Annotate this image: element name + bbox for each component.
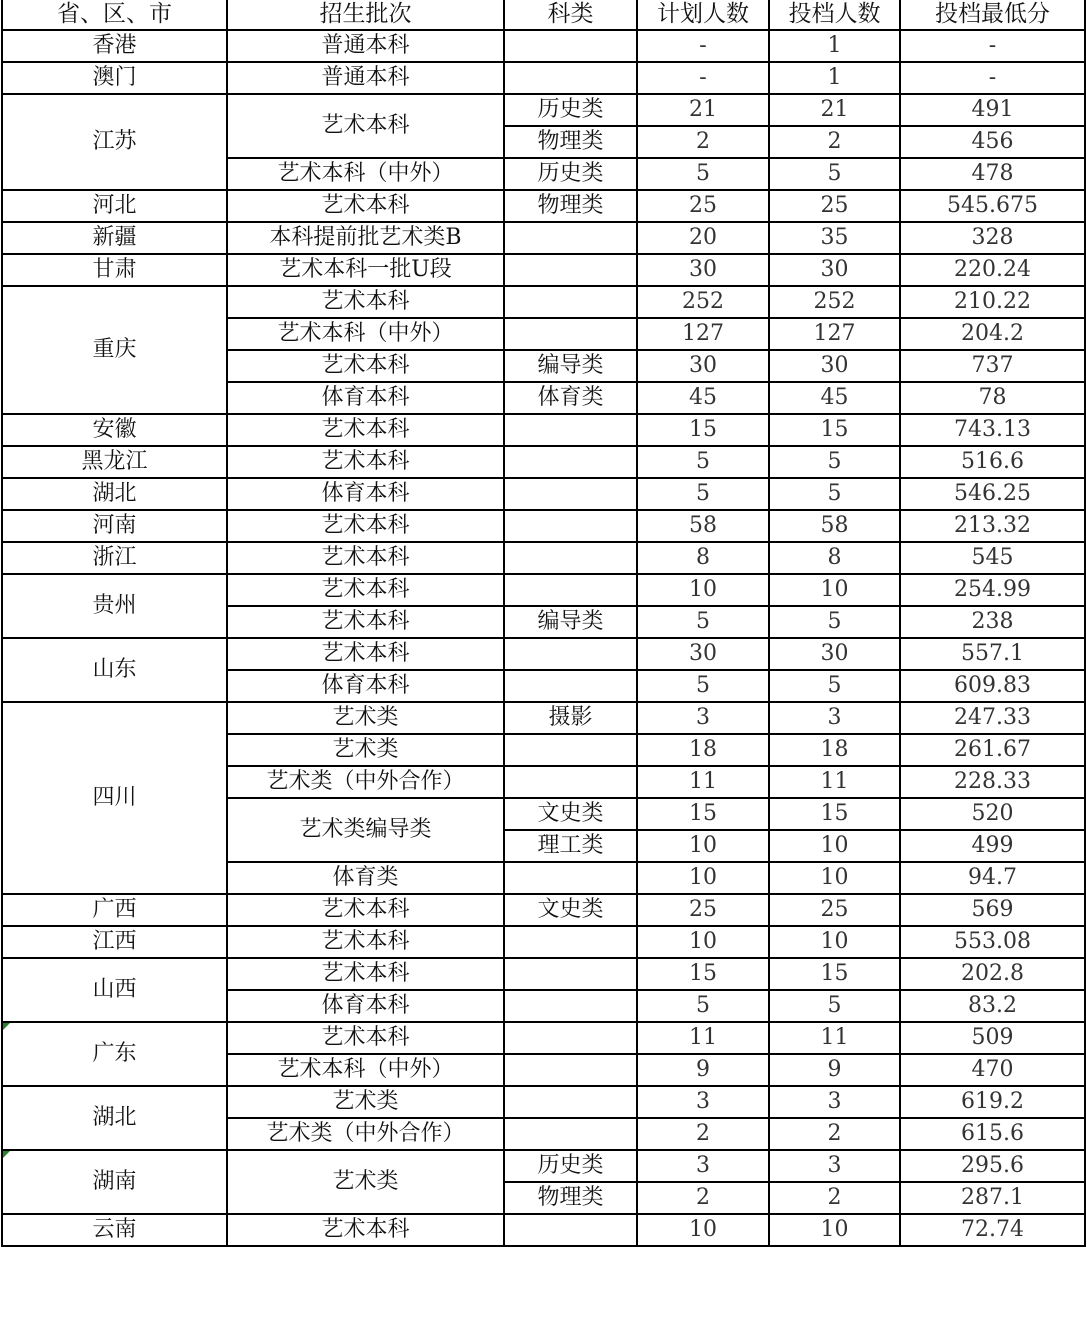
error-indicator-icon	[3, 1151, 10, 1158]
cell-min-score[interactable]: 228.33	[900, 766, 1085, 798]
cell-plan-count[interactable]: 10	[637, 862, 769, 894]
cell-min-score[interactable]: 478	[900, 158, 1085, 190]
cell-category[interactable]: 摄影	[504, 702, 637, 734]
cell-min-score[interactable]: 609.83	[900, 670, 1085, 702]
cell-province[interactable]: 山东	[2, 638, 227, 702]
cell-province[interactable]: 广东	[2, 1022, 227, 1086]
cell-min-score[interactable]: 509	[900, 1022, 1085, 1054]
cell-batch[interactable]: 艺术本科	[227, 446, 504, 478]
cell-admitted-count[interactable]: 10	[769, 862, 900, 894]
cell-plan-count[interactable]: 11	[637, 766, 769, 798]
cell-plan-count[interactable]: 5	[637, 990, 769, 1022]
cell-plan-count[interactable]: 5	[637, 446, 769, 478]
cell-category[interactable]	[504, 1214, 637, 1246]
cell-min-score[interactable]: 499	[900, 830, 1085, 862]
table-row	[2, 1150, 1085, 1182]
table-row	[2, 510, 1085, 542]
cell-batch[interactable]: 艺术本科	[227, 286, 504, 318]
cell-batch[interactable]: 艺术类编导类	[227, 798, 504, 862]
cell-batch[interactable]: 本科提前批艺术类B	[227, 222, 504, 254]
cell-admitted-count[interactable]: 25	[769, 894, 900, 926]
cell-category[interactable]	[504, 734, 637, 766]
cell-batch[interactable]: 艺术类（中外合作）	[227, 766, 504, 798]
header-admitted-count: 投档人数	[769, 0, 900, 30]
cell-batch[interactable]: 艺术本科	[227, 958, 504, 990]
cell-admitted-count[interactable]: 9	[769, 1054, 900, 1086]
cell-min-score[interactable]: 557.1	[900, 638, 1085, 670]
cell-batch[interactable]: 艺术本科一批U段	[227, 254, 504, 286]
cell-plan-count[interactable]: 10	[637, 574, 769, 606]
cell-admitted-count[interactable]: 10	[769, 926, 900, 958]
table-row	[2, 254, 1085, 286]
cell-admitted-count[interactable]: 2	[769, 126, 900, 158]
cell-admitted-count[interactable]: 11	[769, 1022, 900, 1054]
cell-category[interactable]	[504, 478, 637, 510]
cell-province[interactable]: 湖北	[2, 478, 227, 510]
cell-plan-count[interactable]: 45	[637, 382, 769, 414]
cell-category[interactable]: 文史类	[504, 798, 637, 830]
cell-plan-count[interactable]: 2	[637, 1182, 769, 1214]
cell-admitted-count[interactable]: 30	[769, 638, 900, 670]
cell-category[interactable]	[504, 766, 637, 798]
cell-admitted-count[interactable]: 25	[769, 190, 900, 222]
cell-admitted-count[interactable]: 30	[769, 350, 900, 382]
cell-category[interactable]	[504, 638, 637, 670]
table-row	[2, 478, 1085, 510]
cell-province[interactable]: 香港	[2, 30, 227, 62]
cell-min-score[interactable]: 295.6	[900, 1150, 1085, 1182]
cell-min-score[interactable]: 94.7	[900, 862, 1085, 894]
cell-province[interactable]: 贵州	[2, 574, 227, 638]
cell-batch[interactable]: 体育本科	[227, 382, 504, 414]
cell-plan-count[interactable]: 30	[637, 350, 769, 382]
table-row	[2, 702, 1085, 734]
cell-category[interactable]	[504, 958, 637, 990]
cell-category[interactable]	[504, 510, 637, 542]
cell-batch[interactable]: 艺术本科	[227, 926, 504, 958]
table-row	[2, 958, 1085, 990]
cell-admitted-count[interactable]: 10	[769, 1214, 900, 1246]
table-row	[2, 638, 1085, 670]
header-province: 省、区、市	[2, 0, 227, 30]
cell-min-score[interactable]: 516.6	[900, 446, 1085, 478]
cell-batch[interactable]: 普通本科	[227, 62, 504, 94]
table-row	[2, 62, 1085, 94]
cell-plan-count[interactable]: -	[637, 62, 769, 94]
cell-admitted-count[interactable]: 5	[769, 990, 900, 1022]
cell-batch[interactable]: 艺术本科	[227, 350, 504, 382]
cell-batch[interactable]: 艺术本科	[227, 1022, 504, 1054]
cell-min-score[interactable]: 737	[900, 350, 1085, 382]
header-min-score: 投档最低分	[900, 0, 1085, 30]
header-plan-count: 计划人数	[637, 0, 769, 30]
header-category: 科类	[504, 0, 637, 30]
cell-min-score[interactable]: 569	[900, 894, 1085, 926]
cell-admitted-count[interactable]: 252	[769, 286, 900, 318]
error-indicator-icon	[3, 1023, 10, 1030]
cell-province[interactable]: 甘肃	[2, 254, 227, 286]
cell-category[interactable]	[504, 926, 637, 958]
cell-province[interactable]: 云南	[2, 1214, 227, 1246]
cell-batch[interactable]: 艺术本科	[227, 1214, 504, 1246]
cell-min-score[interactable]: 553.08	[900, 926, 1085, 958]
cell-plan-count[interactable]: 15	[637, 958, 769, 990]
cell-plan-count[interactable]: 30	[637, 638, 769, 670]
cell-admitted-count[interactable]: 15	[769, 414, 900, 446]
cell-batch[interactable]: 艺术本科	[227, 894, 504, 926]
cell-batch[interactable]: 体育类	[227, 862, 504, 894]
table-row	[2, 1086, 1085, 1118]
cell-batch[interactable]: 艺术本科（中外）	[227, 158, 504, 190]
cell-min-score[interactable]: 545.675	[900, 190, 1085, 222]
cell-category[interactable]	[504, 318, 637, 350]
cell-admitted-count[interactable]: 3	[769, 1086, 900, 1118]
cell-min-score[interactable]: 491	[900, 94, 1085, 126]
table-body	[2, 30, 1085, 1246]
cell-min-score[interactable]: 254.99	[900, 574, 1085, 606]
cell-min-score[interactable]: -	[900, 30, 1085, 62]
cell-category[interactable]	[504, 1086, 637, 1118]
cell-min-score[interactable]: 83.2	[900, 990, 1085, 1022]
cell-category[interactable]: 物理类	[504, 126, 637, 158]
cell-admitted-count[interactable]: 5	[769, 158, 900, 190]
table-row	[2, 94, 1085, 126]
table-row	[2, 222, 1085, 254]
cell-category[interactable]	[504, 670, 637, 702]
cell-plan-count[interactable]: 15	[637, 798, 769, 830]
cell-province[interactable]: 安徽	[2, 414, 227, 446]
cell-batch[interactable]: 艺术类	[227, 1150, 504, 1214]
cell-plan-count[interactable]: 5	[637, 478, 769, 510]
cell-admitted-count[interactable]: 3	[769, 702, 900, 734]
cell-min-score[interactable]: 546.25	[900, 478, 1085, 510]
cell-category[interactable]	[504, 1054, 637, 1086]
cell-min-score[interactable]: 213.32	[900, 510, 1085, 542]
cell-province[interactable]: 江西	[2, 926, 227, 958]
cell-batch[interactable]: 艺术本科	[227, 414, 504, 446]
cell-category[interactable]: 体育类	[504, 382, 637, 414]
cell-batch[interactable]: 艺术本科	[227, 94, 504, 158]
cell-min-score[interactable]: 619.2	[900, 1086, 1085, 1118]
cell-plan-count[interactable]: 2	[637, 126, 769, 158]
cell-category[interactable]	[504, 62, 637, 94]
cell-admitted-count[interactable]: 15	[769, 958, 900, 990]
cell-admitted-count[interactable]: 2	[769, 1182, 900, 1214]
cell-plan-count[interactable]: 30	[637, 254, 769, 286]
cell-batch[interactable]: 艺术本科	[227, 606, 504, 638]
cell-category[interactable]	[504, 1022, 637, 1054]
cell-admitted-count[interactable]: 5	[769, 446, 900, 478]
cell-batch[interactable]: 艺术本科	[227, 574, 504, 606]
table-row	[2, 190, 1085, 222]
cell-min-score[interactable]: 520	[900, 798, 1085, 830]
cell-plan-count[interactable]: 2	[637, 1118, 769, 1150]
cell-admitted-count[interactable]: 58	[769, 510, 900, 542]
cell-min-score[interactable]: 78	[900, 382, 1085, 414]
cell-admitted-count[interactable]: 5	[769, 606, 900, 638]
cell-category[interactable]: 历史类	[504, 94, 637, 126]
cell-plan-count[interactable]: 15	[637, 414, 769, 446]
cell-province[interactable]: 浙江	[2, 542, 227, 574]
cell-admitted-count[interactable]: 15	[769, 798, 900, 830]
cell-plan-count[interactable]: 11	[637, 1022, 769, 1054]
cell-min-score[interactable]: 220.24	[900, 254, 1085, 286]
cell-batch[interactable]: 普通本科	[227, 30, 504, 62]
cell-category[interactable]	[504, 254, 637, 286]
cell-province[interactable]: 河北	[2, 190, 227, 222]
cell-plan-count[interactable]: 10	[637, 1214, 769, 1246]
table-row	[2, 894, 1085, 926]
cell-plan-count[interactable]: 5	[637, 670, 769, 702]
cell-category[interactable]: 物理类	[504, 190, 637, 222]
table-row	[2, 414, 1085, 446]
cell-min-score[interactable]: 247.33	[900, 702, 1085, 734]
cell-category[interactable]: 编导类	[504, 606, 637, 638]
cell-min-score[interactable]: 287.1	[900, 1182, 1085, 1214]
table-row	[2, 1214, 1085, 1246]
cell-admitted-count[interactable]: 1	[769, 30, 900, 62]
cell-min-score[interactable]: 204.2	[900, 318, 1085, 350]
cell-plan-count[interactable]: -	[637, 30, 769, 62]
cell-category[interactable]	[504, 446, 637, 478]
cell-plan-count[interactable]: 3	[637, 1086, 769, 1118]
cell-admitted-count[interactable]: 1	[769, 62, 900, 94]
cell-min-score[interactable]: 202.8	[900, 958, 1085, 990]
cell-batch[interactable]: 艺术本科	[227, 638, 504, 670]
cell-batch[interactable]: 体育本科	[227, 990, 504, 1022]
cell-province[interactable]: 四川	[2, 702, 227, 894]
cell-category[interactable]	[504, 1118, 637, 1150]
cell-plan-count[interactable]: 5	[637, 606, 769, 638]
cell-min-score[interactable]: 470	[900, 1054, 1085, 1086]
cell-batch[interactable]: 体育本科	[227, 670, 504, 702]
admission-table	[1, 0, 1086, 1247]
cell-batch[interactable]: 艺术类	[227, 702, 504, 734]
cell-plan-count[interactable]: 127	[637, 318, 769, 350]
cell-admitted-count[interactable]: 35	[769, 222, 900, 254]
cell-batch[interactable]: 艺术本科	[227, 542, 504, 574]
cell-admitted-count[interactable]: 8	[769, 542, 900, 574]
cell-admitted-count[interactable]: 18	[769, 734, 900, 766]
cell-category[interactable]	[504, 542, 637, 574]
cell-plan-count[interactable]: 10	[637, 926, 769, 958]
cell-category[interactable]	[504, 574, 637, 606]
cell-admitted-count[interactable]: 30	[769, 254, 900, 286]
cell-category[interactable]: 物理类	[504, 1182, 637, 1214]
cell-province[interactable]: 江苏	[2, 94, 227, 190]
cell-min-score[interactable]: 328	[900, 222, 1085, 254]
cell-plan-count[interactable]: 25	[637, 894, 769, 926]
cell-province[interactable]: 澳门	[2, 62, 227, 94]
header-row	[2, 0, 1085, 30]
cell-category[interactable]	[504, 286, 637, 318]
cell-batch[interactable]: 艺术类	[227, 734, 504, 766]
cell-min-score[interactable]: 743.13	[900, 414, 1085, 446]
table-row	[2, 446, 1085, 478]
cell-batch[interactable]: 艺术类	[227, 1086, 504, 1118]
cell-batch[interactable]: 艺术本科（中外）	[227, 318, 504, 350]
cell-min-score[interactable]: 210.22	[900, 286, 1085, 318]
cell-batch[interactable]: 艺术本科（中外）	[227, 1054, 504, 1086]
cell-admitted-count[interactable]: 45	[769, 382, 900, 414]
cell-plan-count[interactable]: 3	[637, 1150, 769, 1182]
cell-admitted-count[interactable]: 10	[769, 830, 900, 862]
table-row	[2, 542, 1085, 574]
cell-category[interactable]	[504, 222, 637, 254]
cell-min-score[interactable]: 261.67	[900, 734, 1085, 766]
cell-plan-count[interactable]: 8	[637, 542, 769, 574]
cell-min-score[interactable]: 456	[900, 126, 1085, 158]
cell-plan-count[interactable]: 25	[637, 190, 769, 222]
cell-plan-count[interactable]: 18	[637, 734, 769, 766]
cell-plan-count[interactable]: 20	[637, 222, 769, 254]
cell-admitted-count[interactable]: 127	[769, 318, 900, 350]
table-row	[2, 286, 1085, 318]
cell-plan-count[interactable]: 9	[637, 1054, 769, 1086]
cell-batch[interactable]: 艺术本科	[227, 510, 504, 542]
cell-min-score[interactable]: 238	[900, 606, 1085, 638]
table-row	[2, 1022, 1085, 1054]
cell-min-score[interactable]: 615.6	[900, 1118, 1085, 1150]
cell-plan-count[interactable]: 21	[637, 94, 769, 126]
cell-category[interactable]: 历史类	[504, 158, 637, 190]
cell-plan-count[interactable]: 252	[637, 286, 769, 318]
cell-category[interactable]	[504, 990, 637, 1022]
cell-category[interactable]: 文史类	[504, 894, 637, 926]
cell-min-score[interactable]: -	[900, 62, 1085, 94]
cell-min-score[interactable]: 545	[900, 542, 1085, 574]
cell-province[interactable]: 广西	[2, 894, 227, 926]
table-row	[2, 30, 1085, 62]
cell-admitted-count[interactable]: 11	[769, 766, 900, 798]
cell-plan-count[interactable]: 5	[637, 158, 769, 190]
cell-province[interactable]: 黑龙江	[2, 446, 227, 478]
cell-category[interactable]	[504, 414, 637, 446]
cell-admitted-count[interactable]: 10	[769, 574, 900, 606]
cell-category[interactable]	[504, 30, 637, 62]
cell-admitted-count[interactable]: 5	[769, 478, 900, 510]
cell-category[interactable]: 理工类	[504, 830, 637, 862]
cell-province[interactable]: 湖北	[2, 1086, 227, 1150]
cell-batch[interactable]: 艺术类（中外合作）	[227, 1118, 504, 1150]
cell-batch[interactable]: 艺术本科	[227, 190, 504, 222]
cell-min-score[interactable]: 72.74	[900, 1214, 1085, 1246]
cell-province[interactable]: 山西	[2, 958, 227, 1022]
header-batch: 招生批次	[227, 0, 504, 30]
cell-admitted-count[interactable]: 2	[769, 1118, 900, 1150]
cell-category[interactable]	[504, 862, 637, 894]
cell-province[interactable]: 重庆	[2, 286, 227, 414]
cell-admitted-count[interactable]: 3	[769, 1150, 900, 1182]
cell-admitted-count[interactable]: 5	[769, 670, 900, 702]
cell-plan-count[interactable]: 58	[637, 510, 769, 542]
cell-plan-count[interactable]: 10	[637, 830, 769, 862]
cell-province[interactable]: 新疆	[2, 222, 227, 254]
table-row	[2, 926, 1085, 958]
cell-admitted-count[interactable]: 21	[769, 94, 900, 126]
cell-province[interactable]: 河南	[2, 510, 227, 542]
cell-province[interactable]: 湖南	[2, 1150, 227, 1214]
cell-category[interactable]: 历史类	[504, 1150, 637, 1182]
cell-plan-count[interactable]: 3	[637, 702, 769, 734]
table-row	[2, 574, 1085, 606]
cell-batch[interactable]: 体育本科	[227, 478, 504, 510]
cell-category[interactable]: 编导类	[504, 350, 637, 382]
